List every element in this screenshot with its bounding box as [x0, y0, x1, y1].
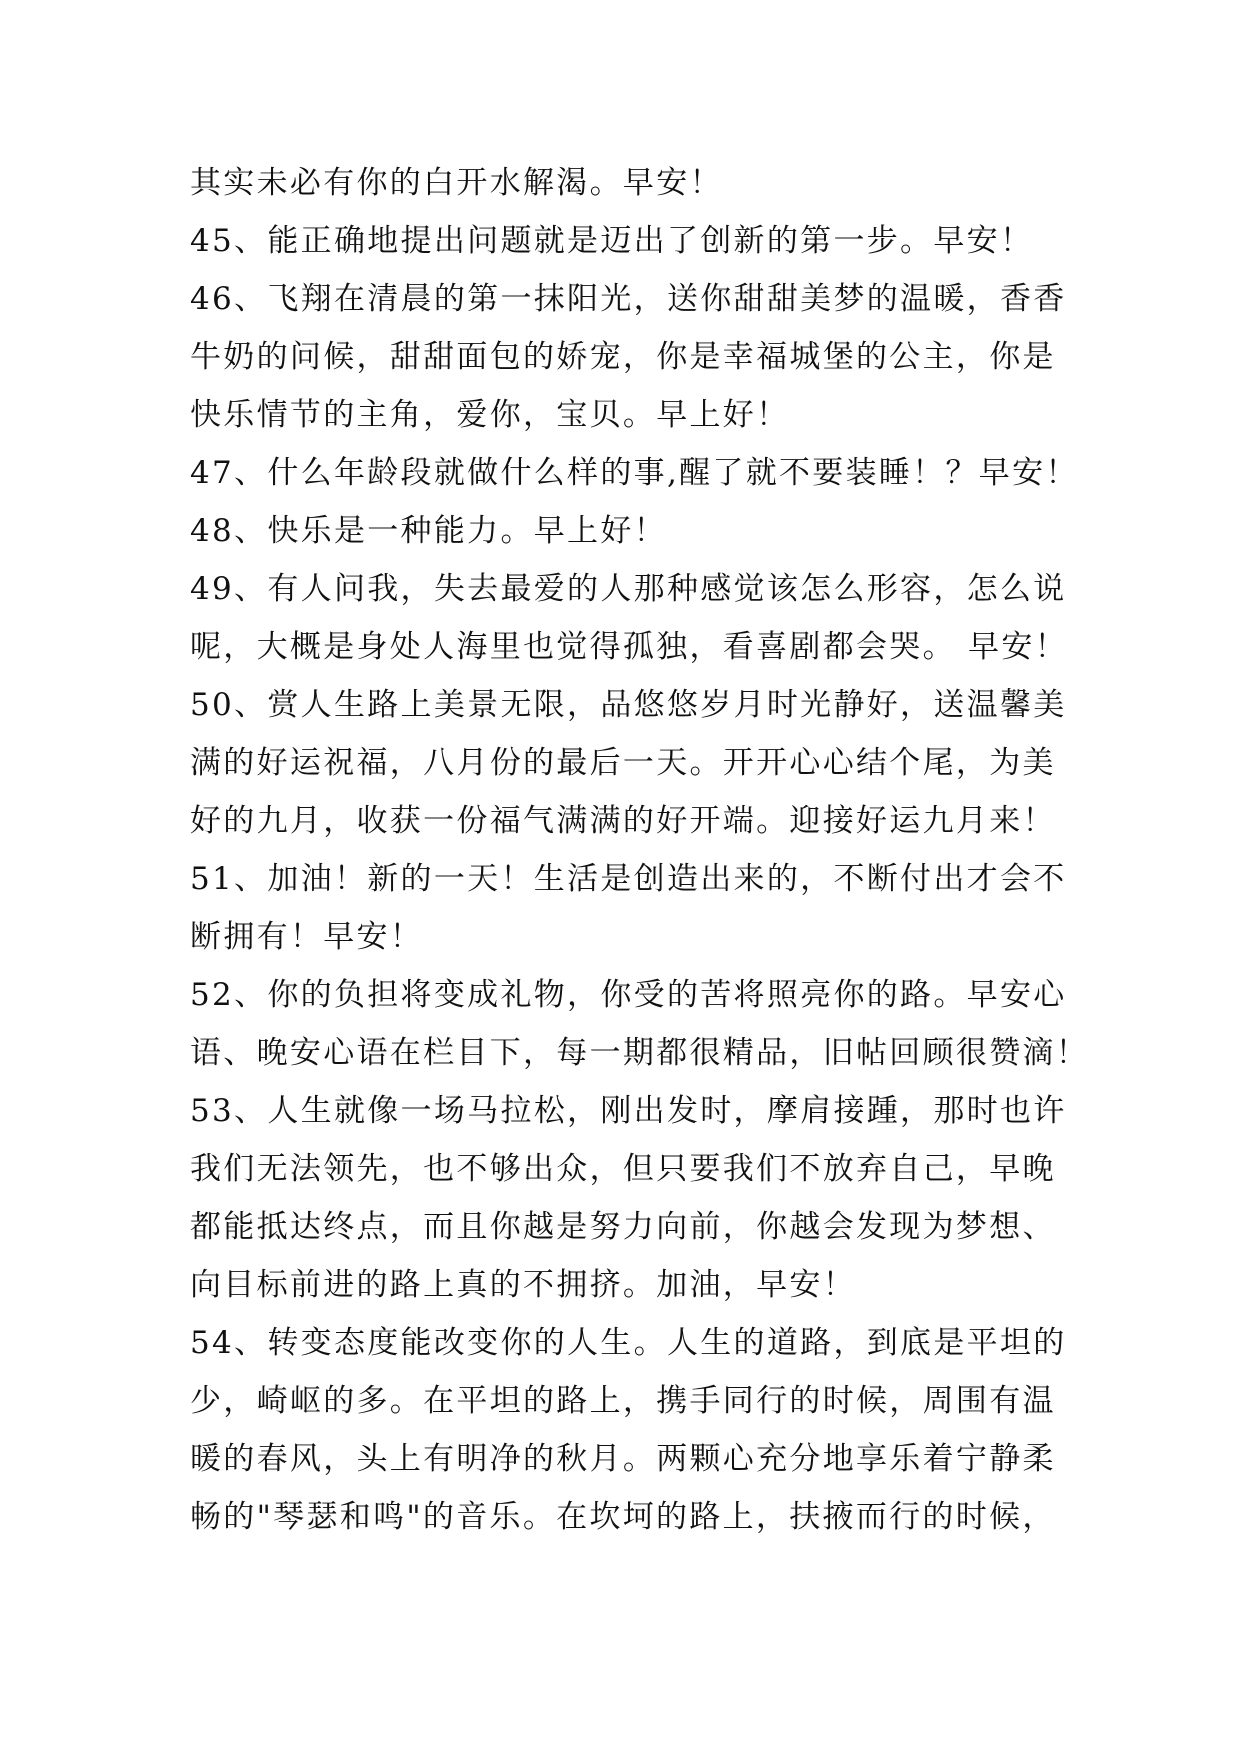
text-line: 54、转变态度能改变你的人生。人生的道路，到底是平坦的 — [190, 1325, 1067, 1361]
text-line: 其实未必有你的白开水解渴。早安！ — [190, 165, 723, 201]
text-line: 53、人生就像一场马拉松，刚出发时，摩肩接踵，那时也许 — [190, 1093, 1067, 1129]
text-line: 语、晚安心语在栏目下，每一期都很精品，旧帖回顾很赞滴！ — [190, 1035, 1090, 1071]
text-line: 50、赏人生路上美景无限，品悠悠岁月时光静好，送温馨美 — [190, 687, 1067, 723]
text-line: 好的九月，收获一份福气满满的好开端。迎接好运九月来！ — [190, 803, 1056, 839]
text-line: 47、什么年龄段就做什么样的事,醒了就不要装睡！？早安！ — [190, 455, 1079, 491]
text-line: 向目标前进的路上真的不拥挤。加油，早安！ — [190, 1267, 856, 1303]
text-line: 呢，大概是身处人海里也觉得孤独，看喜剧都会哭。 早安！ — [190, 629, 1068, 665]
text-line: 46、飞翔在清晨的第一抹阳光，送你甜甜美梦的温暖，香香 — [190, 281, 1067, 317]
text-line: 48、快乐是一种能力。早上好！ — [190, 513, 667, 549]
text-line: 断拥有！早安！ — [190, 919, 424, 955]
text-line: 少，崎岖的多。在平坦的路上，携手同行的时候，周围有温 — [190, 1383, 1056, 1419]
text-line: 畅的"琴瑟和鸣"的音乐。在坎坷的路上，扶掖而行的时候， — [190, 1499, 1056, 1535]
text-line: 满的好运祝福，八月份的最后一天。开开心心结个尾，为美 — [190, 745, 1056, 781]
text-line: 49、有人问我，失去最爱的人那种感觉该怎么形容，怎么说 — [190, 571, 1067, 607]
text-line: 都能抵达终点，而且你越是努力向前，你越会发现为梦想、 — [190, 1209, 1056, 1245]
text-line: 快乐情节的主角，爱你，宝贝。早上好！ — [190, 397, 790, 433]
text-line: 我们无法领先，也不够出众，但只要我们不放弃自己，早晚 — [190, 1151, 1056, 1187]
text-line: 45、能正确地提出问题就是迈出了创新的第一步。早安！ — [190, 223, 1034, 259]
document-body — [190, 154, 1090, 1546]
text-line: 52、你的负担将变成礼物，你受的苦将照亮你的路。早安心 — [190, 977, 1067, 1013]
text-line: 暖的春风，头上有明净的秋月。两颗心充分地享乐着宁静柔 — [190, 1441, 1056, 1477]
text-line: 51、加油！新的一天！生活是创造出来的，不断付出才会不 — [190, 861, 1067, 897]
text-line: 牛奶的问候，甜甜面包的娇宠，你是幸福城堡的公主，你是 — [190, 339, 1056, 375]
